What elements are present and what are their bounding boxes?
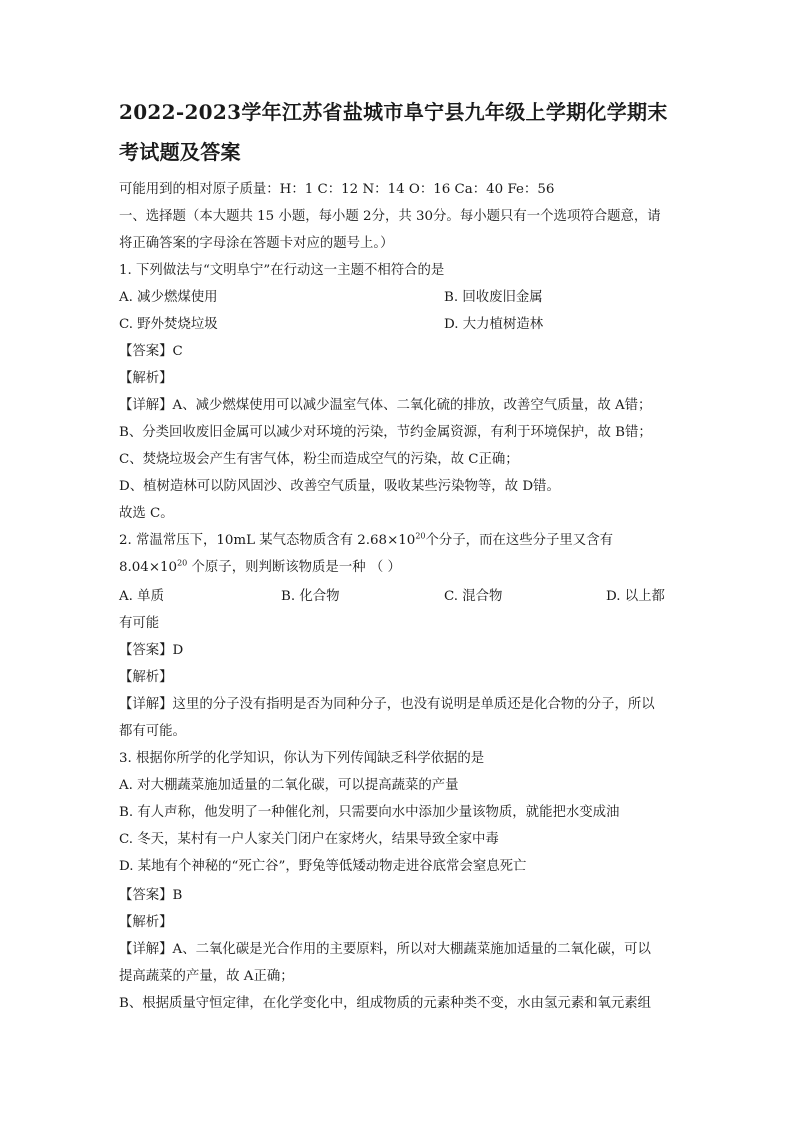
question-2-stem-continued bbox=[119, 558, 689, 578]
question-3-detail-1: 【详解】A、二氧化碳是光合作用的主要原料，所以对大棚蔬菜施加适量的二氧化碳，可以 bbox=[119, 942, 651, 957]
section-heading-continued: 将正确答案的字母涂在答题卡对应的题号上。） bbox=[119, 236, 394, 251]
question-1-option-a: A. 减少燃煤使用 bbox=[119, 290, 218, 305]
question-2-line-2-part-1: 8.04×10 bbox=[119, 560, 178, 575]
question-3-stem: 3. 根据你所学的化学知识，你认为下列传闻缺乏科学依据的是 bbox=[119, 751, 485, 766]
question-2-answer: 【答案】D bbox=[119, 643, 184, 658]
question-3-option-a: A. 对大棚蔬菜施加适量的二氧化碳，可以提高蔬菜的产量 bbox=[119, 778, 459, 793]
question-2-stem-part-2: 个分子，而在这些分子里又含有 bbox=[425, 533, 613, 548]
question-3-option-c: C. 冬天，某村有一户人家关门闭户在家烤火，结果导致全家中毒 bbox=[119, 832, 499, 847]
question-1-option-b: B. 回收废旧金属 bbox=[444, 290, 543, 305]
atomic-masses: 可能用到的相对原子质量：H：1 C：12 N：14 O：16 Ca：40 Fe：56 bbox=[119, 182, 555, 197]
question-3-detail-3: B、根据质量守恒定律，在化学变化中，组成物质的元素种类不变，水由氢元素和氧元素组 bbox=[119, 996, 652, 1011]
question-2-detail-2: 都有可能。 bbox=[119, 724, 186, 739]
question-1-detail-4: D、植树造林可以防风固沙、改善空气质量，吸收某些污染物等，故 D错。 bbox=[119, 479, 560, 494]
question-2-exponent-1: 20 bbox=[415, 531, 426, 541]
question-3-analysis-label: 【解析】 bbox=[119, 915, 173, 930]
question-3-detail-2: 提高蔬菜的产量，故 A正确； bbox=[119, 969, 294, 984]
question-2-option-d: D. 以上都 bbox=[606, 589, 665, 604]
question-1-detail-2: B、分类回收废旧金属可以减少对环境的污染，节约金属资源，有利于环境保护，故 B错； bbox=[119, 425, 652, 440]
question-1-answer: 【答案】C bbox=[119, 344, 183, 359]
question-3-option-b: B. 有人声称，他发明了一种催化剂，只需要向水中添加少量该物质，就能把水变成油 bbox=[119, 805, 620, 820]
page-title: 2022-2023学年江苏省盐城市阜宁县九年级上学期化学期末 bbox=[119, 100, 668, 124]
question-2-option-c: C. 混合物 bbox=[444, 589, 503, 604]
question-2-stem bbox=[119, 531, 689, 551]
question-1-option-d: D. 大力植树造林 bbox=[444, 317, 544, 332]
question-1-detail-3: C、焚烧垃圾会产生有害气体，粉尘而造成空气的污染，故 C正确； bbox=[119, 452, 519, 467]
question-1-stem: 1. 下列做法与“文明阜宁”在行动这一主题不相符合的是 bbox=[119, 263, 445, 278]
section-heading: 一、选择题（本大题共 15 小题，每小题 2分，共 30分。每小题只有一个选项符合题意，请 bbox=[119, 209, 661, 224]
question-2-analysis-label: 【解析】 bbox=[119, 670, 173, 685]
question-1-detail-1: 【详解】A、减少燃煤使用可以减少温室气体、二氧化硫的排放，改善空气质量，故 A错； bbox=[119, 398, 652, 413]
question-1-analysis-label: 【解析】 bbox=[119, 371, 173, 386]
question-1-conclusion: 故选 C。 bbox=[119, 506, 174, 521]
question-2-option-d-continued: 有可能 bbox=[119, 616, 160, 631]
question-2-exponent-2: 20 bbox=[177, 558, 188, 568]
question-1-option-c: C. 野外焚烧垃圾 bbox=[119, 317, 218, 332]
question-2-option-b: B. 化合物 bbox=[281, 589, 340, 604]
question-3-option-d: D. 某地有个神秘的“死亡谷”，野兔等低矮动物走进谷底常会窒息死亡 bbox=[119, 859, 527, 874]
question-2-stem-part-1: 2. 常温常压下，10mL 某气态物质含有 2.68×10 bbox=[119, 533, 416, 548]
question-2-option-a: A. 单质 bbox=[119, 589, 164, 604]
question-2-line-2-part-2: 个原子，则判断该物质是一种 （ ） bbox=[187, 560, 401, 575]
question-3-answer: 【答案】B bbox=[119, 888, 183, 903]
page-title-continued: 考试题及答案 bbox=[119, 140, 241, 164]
question-2-detail-1: 【详解】这里的分子没有指明是否为同种分子，也没有说明是单质还是化合物的分子，所以 bbox=[119, 697, 655, 712]
